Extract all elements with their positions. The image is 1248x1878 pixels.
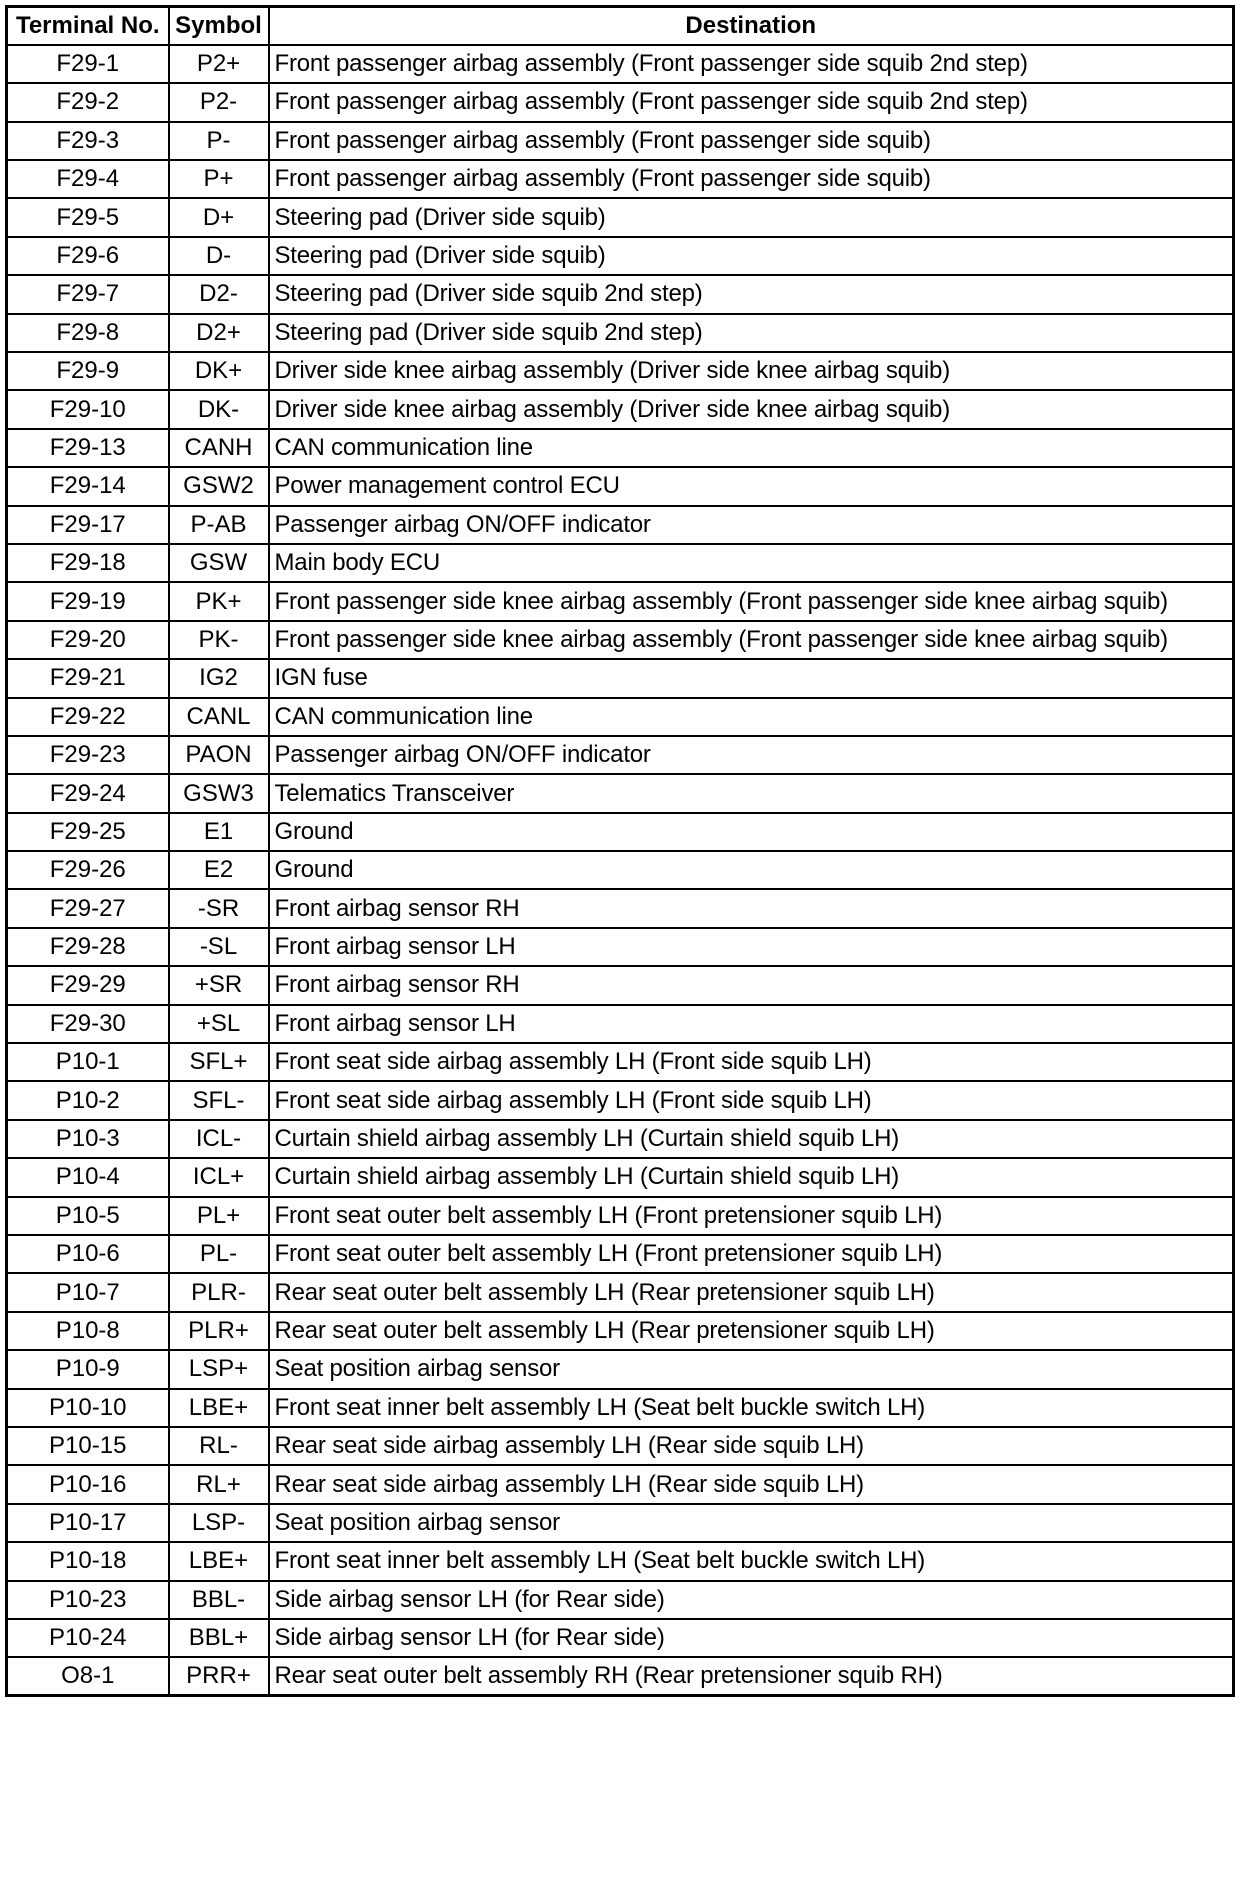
destination-cell: Rear seat outer belt assembly LH (Rear pretensioner squib LH) (269, 1312, 1234, 1350)
terminal-cell: F29-27 (7, 889, 169, 927)
table-row (7, 1158, 1234, 1196)
destination-cell: Front seat outer belt assembly LH (Front pretensioner squib LH) (269, 1197, 1234, 1235)
symbol-cell: CANH (169, 429, 269, 467)
table-row (7, 1043, 1234, 1081)
table-row (7, 1120, 1234, 1158)
table-row (7, 1235, 1234, 1273)
table-row (7, 45, 1234, 83)
table-row (7, 390, 1234, 428)
symbol-cell: E1 (169, 813, 269, 851)
symbol-cell: RL+ (169, 1465, 269, 1503)
terminal-table (5, 5, 1235, 1697)
terminal-cell: F29-24 (7, 774, 169, 812)
destination-cell: Rear seat outer belt assembly RH (Rear pretensioner squib RH) (269, 1657, 1234, 1695)
symbol-cell: P2- (169, 83, 269, 121)
table-row (7, 314, 1234, 352)
table-row (7, 659, 1234, 697)
terminal-cell: F29-30 (7, 1005, 169, 1043)
symbol-cell: PLR+ (169, 1312, 269, 1350)
symbol-cell: -SR (169, 889, 269, 927)
table-row (7, 813, 1234, 851)
symbol-cell: CANL (169, 698, 269, 736)
table-row (7, 1350, 1234, 1388)
table-row (7, 1427, 1234, 1465)
terminal-cell: F29-28 (7, 928, 169, 966)
symbol-cell: P-AB (169, 506, 269, 544)
table-row (7, 1504, 1234, 1542)
table-row (7, 1273, 1234, 1311)
symbol-cell: E2 (169, 851, 269, 889)
destination-cell: Front seat side airbag assembly LH (Front side squib LH) (269, 1043, 1234, 1081)
terminal-cell: P10-23 (7, 1581, 169, 1619)
destination-cell: Seat position airbag sensor (269, 1350, 1234, 1388)
table-row (7, 1542, 1234, 1580)
symbol-cell: ICL+ (169, 1158, 269, 1196)
destination-cell: Front seat inner belt assembly LH (Seat belt buckle switch LH) (269, 1542, 1234, 1580)
terminal-cell: P10-6 (7, 1235, 169, 1273)
symbol-cell: D+ (169, 198, 269, 236)
symbol-cell: D2- (169, 275, 269, 313)
table-row (7, 544, 1234, 582)
destination-cell: CAN communication line (269, 698, 1234, 736)
terminal-cell: F29-10 (7, 390, 169, 428)
symbol-cell: PK- (169, 621, 269, 659)
terminal-cell: P10-15 (7, 1427, 169, 1465)
terminal-cell: F29-17 (7, 506, 169, 544)
destination-cell: IGN fuse (269, 659, 1234, 697)
terminal-cell: F29-7 (7, 275, 169, 313)
terminal-cell: P10-24 (7, 1619, 169, 1657)
symbol-cell: PL- (169, 1235, 269, 1273)
terminal-cell: F29-2 (7, 83, 169, 121)
table-row (7, 275, 1234, 313)
terminal-cell: P10-16 (7, 1465, 169, 1503)
table-row (7, 1619, 1234, 1657)
destination-cell: Side airbag sensor LH (for Rear side) (269, 1619, 1234, 1657)
destination-cell: Ground (269, 851, 1234, 889)
table-row (7, 774, 1234, 812)
destination-cell: Front airbag sensor RH (269, 966, 1234, 1004)
symbol-cell: P2+ (169, 45, 269, 83)
symbol-cell: BBL+ (169, 1619, 269, 1657)
table-row (7, 429, 1234, 467)
table-row (7, 122, 1234, 160)
destination-cell: Side airbag sensor LH (for Rear side) (269, 1581, 1234, 1619)
destination-cell: Front passenger side knee airbag assembly (Front passenger side knee airbag squib) (269, 621, 1234, 659)
destination-cell: Curtain shield airbag assembly LH (Curtain shield squib LH) (269, 1120, 1234, 1158)
terminal-cell: F29-18 (7, 544, 169, 582)
terminal-cell: P10-1 (7, 1043, 169, 1081)
terminal-cell: F29-21 (7, 659, 169, 697)
destination-cell: Front passenger airbag assembly (Front passenger side squib 2nd step) (269, 45, 1234, 83)
symbol-cell: RL- (169, 1427, 269, 1465)
symbol-cell: DK- (169, 390, 269, 428)
destination-cell: Driver side knee airbag assembly (Driver side knee airbag squib) (269, 352, 1234, 390)
destination-cell: Seat position airbag sensor (269, 1504, 1234, 1542)
destination-cell: Front airbag sensor LH (269, 928, 1234, 966)
symbol-cell: ICL- (169, 1120, 269, 1158)
symbol-cell: +SR (169, 966, 269, 1004)
symbol-cell: D2+ (169, 314, 269, 352)
table-row (7, 621, 1234, 659)
destination-cell: Front passenger airbag assembly (Front passenger side squib 2nd step) (269, 83, 1234, 121)
symbol-cell: PLR- (169, 1273, 269, 1311)
table-row (7, 83, 1234, 121)
destination-cell: Steering pad (Driver side squib 2nd step) (269, 275, 1234, 313)
terminal-cell: P10-18 (7, 1542, 169, 1580)
symbol-cell: GSW2 (169, 467, 269, 505)
symbol-cell: GSW (169, 544, 269, 582)
table-row (7, 1081, 1234, 1119)
terminal-cell: F29-19 (7, 582, 169, 620)
terminal-cell: F29-9 (7, 352, 169, 390)
symbol-cell: DK+ (169, 352, 269, 390)
terminal-cell: P10-8 (7, 1312, 169, 1350)
terminal-cell: F29-26 (7, 851, 169, 889)
header-row (7, 7, 1234, 45)
table-row (7, 889, 1234, 927)
symbol-cell: PAON (169, 736, 269, 774)
symbol-cell: IG2 (169, 659, 269, 697)
table-row (7, 928, 1234, 966)
table-row (7, 467, 1234, 505)
destination-cell: Rear seat outer belt assembly LH (Rear pretensioner squib LH) (269, 1273, 1234, 1311)
destination-cell: Front passenger airbag assembly (Front passenger side squib) (269, 160, 1234, 198)
terminal-cell: P10-17 (7, 1504, 169, 1542)
terminal-cell: P10-4 (7, 1158, 169, 1196)
destination-cell: Telematics Transceiver (269, 774, 1234, 812)
destination-cell: Front airbag sensor LH (269, 1005, 1234, 1043)
destination-cell: Front passenger side knee airbag assembly (Front passenger side knee airbag squib) (269, 582, 1234, 620)
destination-cell: Rear seat side airbag assembly LH (Rear side squib LH) (269, 1465, 1234, 1503)
symbol-cell: LSP- (169, 1504, 269, 1542)
symbol-cell: BBL- (169, 1581, 269, 1619)
terminal-cell: F29-1 (7, 45, 169, 83)
destination-cell: Driver side knee airbag assembly (Driver side knee airbag squib) (269, 390, 1234, 428)
destination-cell: Rear seat side airbag assembly LH (Rear side squib LH) (269, 1427, 1234, 1465)
terminal-cell: O8-1 (7, 1657, 169, 1695)
destination-cell: Steering pad (Driver side squib 2nd step) (269, 314, 1234, 352)
symbol-cell: LBE+ (169, 1542, 269, 1580)
symbol-cell: P+ (169, 160, 269, 198)
terminal-cell: F29-6 (7, 237, 169, 275)
table-row (7, 1465, 1234, 1503)
terminal-cell: F29-14 (7, 467, 169, 505)
terminal-cell: F29-22 (7, 698, 169, 736)
destination-cell: Front passenger airbag assembly (Front passenger side squib) (269, 122, 1234, 160)
table-row (7, 352, 1234, 390)
header-terminal-no: Terminal No. (7, 7, 169, 45)
destination-cell: Front seat side airbag assembly LH (Front side squib LH) (269, 1081, 1234, 1119)
destination-cell: Main body ECU (269, 544, 1234, 582)
terminal-cell: P10-5 (7, 1197, 169, 1235)
table-row (7, 506, 1234, 544)
symbol-cell: GSW3 (169, 774, 269, 812)
terminal-cell: P10-3 (7, 1120, 169, 1158)
destination-cell: Front seat outer belt assembly LH (Front pretensioner squib LH) (269, 1235, 1234, 1273)
destination-cell: Front airbag sensor RH (269, 889, 1234, 927)
table-row (7, 237, 1234, 275)
table-row (7, 1005, 1234, 1043)
terminal-cell: F29-23 (7, 736, 169, 774)
terminal-cell: P10-2 (7, 1081, 169, 1119)
destination-cell: Power management control ECU (269, 467, 1234, 505)
table-row (7, 582, 1234, 620)
table-row (7, 160, 1234, 198)
symbol-cell: PL+ (169, 1197, 269, 1235)
destination-cell: CAN communication line (269, 429, 1234, 467)
table-row (7, 1312, 1234, 1350)
terminal-cell: F29-5 (7, 198, 169, 236)
symbol-cell: +SL (169, 1005, 269, 1043)
terminal-cell: P10-9 (7, 1350, 169, 1388)
terminal-cell: F29-3 (7, 122, 169, 160)
terminal-cell: F29-13 (7, 429, 169, 467)
terminal-cell: P10-10 (7, 1389, 169, 1427)
symbol-cell: SFL+ (169, 1043, 269, 1081)
symbol-cell: D- (169, 237, 269, 275)
destination-cell: Ground (269, 813, 1234, 851)
table-row (7, 1657, 1234, 1695)
table-row (7, 851, 1234, 889)
table-row (7, 1389, 1234, 1427)
destination-cell: Front seat inner belt assembly LH (Seat belt buckle switch LH) (269, 1389, 1234, 1427)
destination-cell: Steering pad (Driver side squib) (269, 237, 1234, 275)
symbol-cell: P- (169, 122, 269, 160)
destination-cell: Passenger airbag ON/OFF indicator (269, 506, 1234, 544)
table-row (7, 966, 1234, 1004)
table-row (7, 1581, 1234, 1619)
symbol-cell: LBE+ (169, 1389, 269, 1427)
table-row (7, 198, 1234, 236)
table-row (7, 736, 1234, 774)
destination-cell: Passenger airbag ON/OFF indicator (269, 736, 1234, 774)
symbol-cell: PK+ (169, 582, 269, 620)
terminal-cell: F29-29 (7, 966, 169, 1004)
terminal-cell: F29-4 (7, 160, 169, 198)
header-symbol: Symbol (169, 7, 269, 45)
symbol-cell: SFL- (169, 1081, 269, 1119)
terminal-cell: F29-20 (7, 621, 169, 659)
symbol-cell: LSP+ (169, 1350, 269, 1388)
destination-cell: Steering pad (Driver side squib) (269, 198, 1234, 236)
table-row (7, 1197, 1234, 1235)
symbol-cell: PRR+ (169, 1657, 269, 1695)
table-body (7, 45, 1234, 1696)
symbol-cell: -SL (169, 928, 269, 966)
terminal-cell: F29-8 (7, 314, 169, 352)
terminal-cell: F29-25 (7, 813, 169, 851)
destination-cell: Curtain shield airbag assembly LH (Curtain shield squib LH) (269, 1158, 1234, 1196)
table-row (7, 698, 1234, 736)
header-destination: Destination (269, 7, 1234, 45)
terminal-cell: P10-7 (7, 1273, 169, 1311)
